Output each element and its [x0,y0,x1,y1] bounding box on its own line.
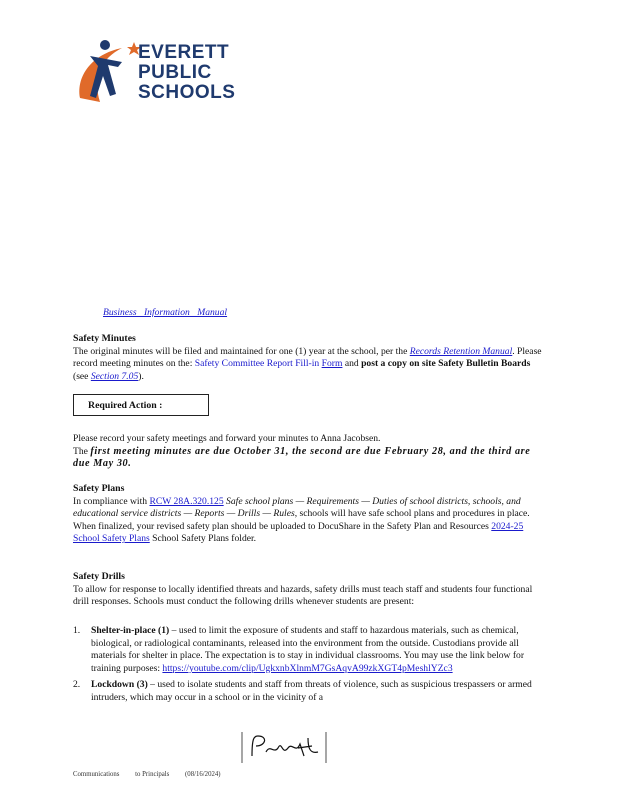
safety-plans-heading: Safety Plans [73,483,125,494]
due-dates-lead: The [73,445,91,457]
plans-text-3: School Safety Plans folder. [149,533,257,545]
due-dates-paragraph [73,446,543,471]
form-link[interactable]: Form [321,358,343,370]
list-item-number: 1. [73,625,81,636]
logo-line-1: EVERETT [138,42,230,63]
record-paragraph: Please record your safety meetings and forward your minutes to Anna Jacobsen. [73,433,381,444]
plans-text-2: , schools will have safe school plans and procedures in place. When finalized, your revised safety plan should be uploaded to DocuShare in the Safety Plan and Resources [73,508,530,532]
rcw-link[interactable]: RCW 28A.320.125 [149,495,224,507]
minutes-text-2: . Please record meeting minutes on the: [73,345,542,370]
plans-rcw-title: Safe school plans — Requirements — Duties of school districts, schools, and educational service districts — Reports — Drills — Rules [73,495,521,520]
logo-figure-icon [72,36,142,112]
minutes-text-5: ). [138,370,144,382]
logo-line-2: PUBLIC [138,62,212,83]
minutes-text-1: The original minutes will be filed and maintained for one (1) year at the school, per the [73,345,410,357]
footer-communications: Communications [73,771,120,778]
safety-drills-heading: Safety Drills [73,571,125,582]
drill-list [73,625,543,705]
school-safety-plans-link[interactable]: 2024-25 School Safety Plans [73,520,524,545]
list-item [73,679,543,704]
signature-image [238,730,330,764]
safety-committee-form-text[interactable]: Safety Committee Report Fill-in [194,358,320,370]
list-item-number: 2. [73,679,81,691]
footer-date: (08/16/2024) [185,771,221,778]
list-item [73,625,543,675]
safety-minutes-heading: Safety Minutes [73,333,136,344]
record-section [73,433,543,471]
district-logo [72,36,252,112]
minutes-text-3: and [342,358,362,370]
business-information-manual-link[interactable]: Business Information Manual [103,307,228,318]
minutes-text-4: (see [73,370,91,382]
list-item-text: – used to isolate students and staff from threats of violence, such as suspicious trespassers or armed intruders, which may occur in a school or in the vicinity of a [91,679,532,703]
section-7-05-link[interactable]: Section 7.05 [90,370,139,382]
records-retention-manual-link[interactable]: Records Retention Manual [409,345,513,357]
due-dates-text: first meeting minutes are due October 31, the second are due February 28, and the third are due May 30. [73,445,531,470]
required-action-box: Required Action : [73,394,209,416]
logo-line-3: SCHOOLS [138,82,236,103]
safety-minutes-paragraph [73,346,543,384]
safety-plans-section [73,483,543,546]
youtube-training-link[interactable]: https://youtube.com/clip/UgkxnbXlnmM7GsAqvA99zkXGT4pMeshlYZc3 [162,662,453,674]
post-copy-instruction: post a copy on site Safety Bulletin Boards [361,358,531,370]
plans-text-1: In compliance with [73,495,150,507]
safety-drills-intro: To allow for response to locally identified threats and hazards, safety drills must teach staff and students four functional drill responses. Schools must conduct the following drills whenever students are present: [73,583,533,608]
list-item-title: Shelter-in-place (1) [91,625,170,636]
page-footer [73,771,235,778]
safety-minutes-section [73,333,543,383]
safety-plans-paragraph [73,496,543,546]
list-item-title: Lockdown (3) [91,679,148,691]
safety-drills-section [73,571,543,609]
footer-principals: to Principals [135,771,170,778]
list-item-text: – used to limit the exposure of students and staff to hazardous materials, such as chemical, biological, or radiological contaminants, released into the environment from the outside. Custodians provide all materials for shelter in place. The expectation is to stay in individual classrooms. You may use the link below for training purposes: [91,625,525,674]
